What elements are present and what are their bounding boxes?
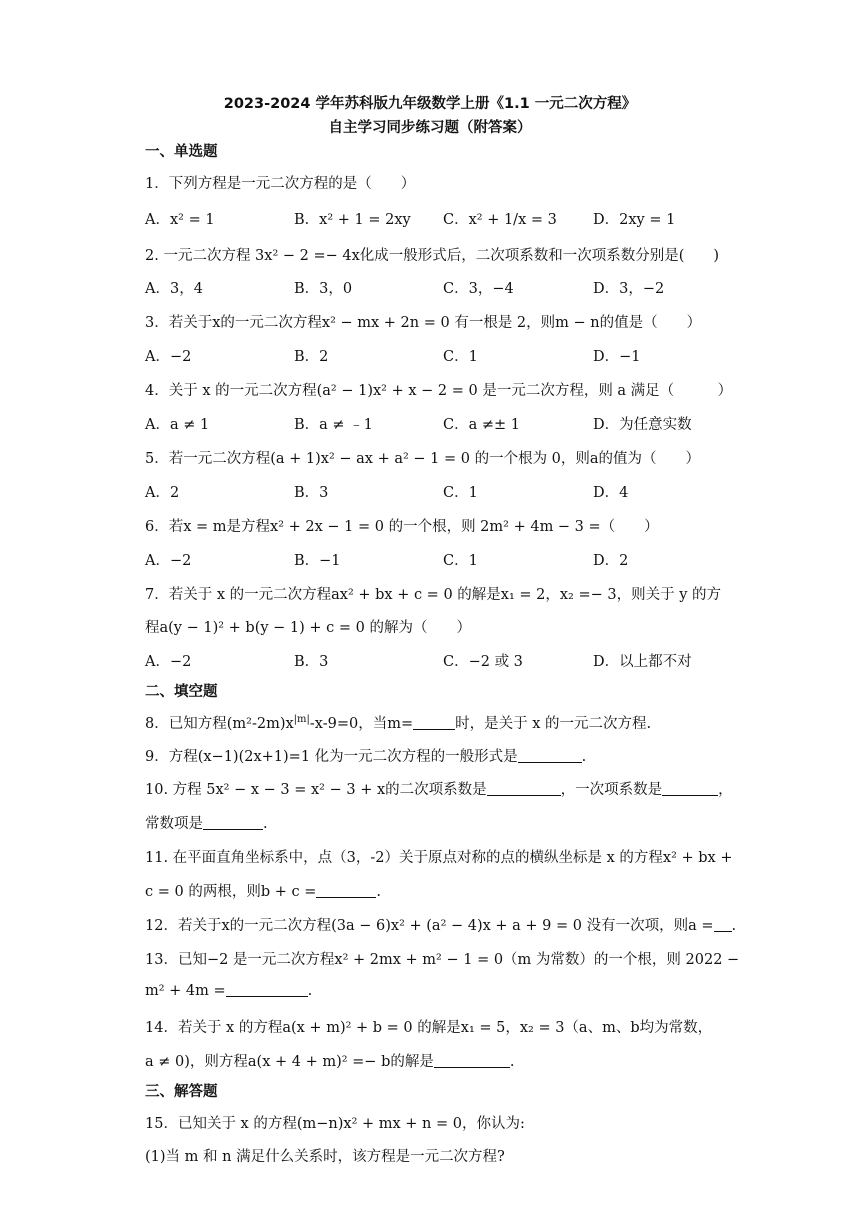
question-9-text-a: 9．方程(x−1)(2x+1)=1 化为一元二次方程的一般形式是	[145, 749, 518, 765]
question-7-option-d: D．以上都不对	[593, 654, 692, 670]
question-3-option-c: C．1	[443, 349, 478, 365]
question-8-exponent: |m|	[293, 714, 310, 726]
answer-blank[interactable]	[434, 1053, 510, 1068]
question-5-option-d: D．4	[593, 485, 629, 501]
question-5-stem: 5．若一元二次方程(a + 1)x² − ax + a² − 1 = 0 的一个根为 0，则a的值为（ ）	[145, 451, 701, 467]
question-1-option-c: C．x² + 1/x = 3	[443, 212, 557, 228]
question-15-stem: 15．已知关于 x 的方程(m−n)x² + mx + n = 0，你认为:	[145, 1116, 525, 1132]
question-8-text-a: 8．已知方程(m²-2m)x	[145, 716, 294, 732]
question-1-option-d: D．2xy = 1	[593, 212, 676, 228]
question-11-text-a: c = 0 的两根，则b + c =	[145, 884, 317, 900]
question-10-line2	[145, 812, 725, 833]
question-8-text-b: -x-9=0，当m=	[309, 716, 414, 732]
question-3-option-b: B．2	[294, 349, 329, 365]
section-solutions: 三、解答题	[145, 1084, 218, 1100]
question-15-part-1: (1)当 m 和 n 满足什么关系时，该方程是一元二次方程?	[145, 1149, 505, 1165]
question-11-line1: 11. 在平面直角坐标系中，点（3，-2）关于原点对称的点的横纵坐标是 x 的方程x² + bx +	[145, 850, 733, 866]
answer-blank[interactable]	[226, 982, 308, 997]
answer-blank[interactable]	[487, 781, 561, 796]
question-6-stem: 6．若x = m是方程x² + 2x − 1 = 0 的一个根，则 2m² + 4m − 3 =（ ）	[145, 519, 659, 535]
question-10-line1	[145, 778, 733, 799]
question-1-stem: 1．下列方程是一元二次方程的是（ ）	[145, 176, 416, 192]
question-3-option-d: D．−1	[593, 349, 641, 365]
question-12-text-b: .	[731, 918, 737, 934]
page-title: 2023-2024 学年苏科版九年级数学上册《1.1 一元二次方程》	[223, 96, 637, 112]
answer-blank[interactable]	[413, 715, 455, 730]
question-7-stem-line1: 7．若关于 x 的一元二次方程ax² + bx + c = 0 的解是x₁ = 2，x₂ =− 3，则关于 y 的方	[145, 587, 721, 603]
question-10-text-d: 常数项是	[145, 816, 203, 832]
question-7-option-b: B．3	[294, 654, 329, 670]
question-1-option-a: A．x² = 1	[145, 212, 215, 228]
question-2-option-a: A．3，4	[145, 281, 203, 297]
question-6-option-a: A．−2	[145, 553, 192, 569]
question-3-stem: 3．若关于x的一元二次方程x² − mx + 2n = 0 有一根是 2，则m − n的值是（ ）	[145, 315, 702, 331]
section-fill-blank: 二、填空题	[145, 684, 218, 700]
question-13-line2	[145, 982, 725, 999]
question-10-text-b: ，一次项系数是	[560, 782, 663, 798]
question-1-option-b: B．x² + 1 = 2xy	[294, 212, 411, 228]
question-13-text-b: .	[307, 983, 313, 999]
answer-blank[interactable]	[518, 748, 582, 763]
question-13-line1: 13．已知−2 是一元二次方程x² + 2mx + m² − 1 = 0（m 为常数）的一个根，则 2022 −	[145, 952, 740, 968]
question-12	[145, 914, 737, 935]
question-7-option-a: A．−2	[145, 654, 192, 670]
question-10-text-e: .	[263, 816, 268, 832]
question-14-line1: 14．若关于 x 的方程a(x + m)² + b = 0 的解是x₁ = 5，x₂ = 3（a、m、b均为常数，	[145, 1020, 713, 1036]
question-2-stem: 2. 一元二次方程 3x² − 2 =− 4x化成一般形式后，二次项系数和一次项系数分别是( )	[145, 248, 720, 264]
question-7-option-c: C．−2 或 3	[443, 654, 523, 670]
question-6-option-c: C．1	[443, 553, 478, 569]
question-14-line2	[145, 1050, 725, 1071]
question-10-text-a: 10. 方程 5x² − x − 3 = x² − 3 + x的二次项系数是	[145, 782, 487, 798]
question-4-stem: 4．关于 x 的一元二次方程(a² − 1)x² + x − 2 = 0 是一元二次方程，则 a 满足（ ）	[145, 383, 733, 399]
question-4-option-b: B．a ≠ ﹣1	[294, 417, 373, 433]
question-6-option-b: B．−1	[294, 553, 341, 569]
question-8-text-c: 时，是关于 x 的一元二次方程.	[455, 716, 652, 732]
question-10-text-c: ，	[718, 782, 733, 798]
question-11-line2	[145, 880, 725, 901]
answer-blank[interactable]	[316, 883, 376, 898]
question-9	[145, 745, 725, 766]
section-single-choice: 一、单选题	[145, 144, 218, 160]
question-4-option-a: A．a ≠ 1	[145, 417, 210, 433]
page-subtitle: 自主学习同步练习题（附答案）	[328, 120, 532, 136]
question-12-text-a: 12．若关于x的一元二次方程(3a − 6)x² + (a² − 4)x + a + 9 = 0 没有一次项，则a =	[145, 918, 714, 934]
answer-blank[interactable]	[714, 917, 732, 932]
question-11-text-b: .	[376, 884, 381, 900]
question-14-text-b: .	[509, 1054, 515, 1070]
question-5-option-c: C．1	[443, 485, 478, 501]
question-5-option-a: A．2	[145, 485, 180, 501]
question-2-option-d: D．3，−2	[593, 281, 665, 297]
question-3-option-a: A．−2	[145, 349, 192, 365]
question-14-text-a: a ≠ 0)，则方程a(x + 4 + m)² =− b的解是	[145, 1054, 434, 1070]
question-13-text-a: m² + 4m =	[145, 983, 226, 999]
question-5-option-b: B．3	[294, 485, 329, 501]
answer-blank[interactable]	[662, 781, 718, 796]
question-4-option-c: C．a ≠± 1	[443, 417, 520, 433]
question-2-option-b: B．3，0	[294, 281, 353, 297]
question-8	[145, 712, 725, 733]
question-9-text-b: .	[581, 749, 587, 765]
question-4-option-d: D．为任意实数	[593, 417, 692, 433]
question-2-option-c: C．3，−4	[443, 281, 514, 297]
question-6-option-d: D．2	[593, 553, 629, 569]
question-7-stem-line2: 程a(y − 1)² + b(y − 1) + c = 0 的解为（ ）	[145, 620, 471, 636]
answer-blank[interactable]	[203, 815, 263, 830]
